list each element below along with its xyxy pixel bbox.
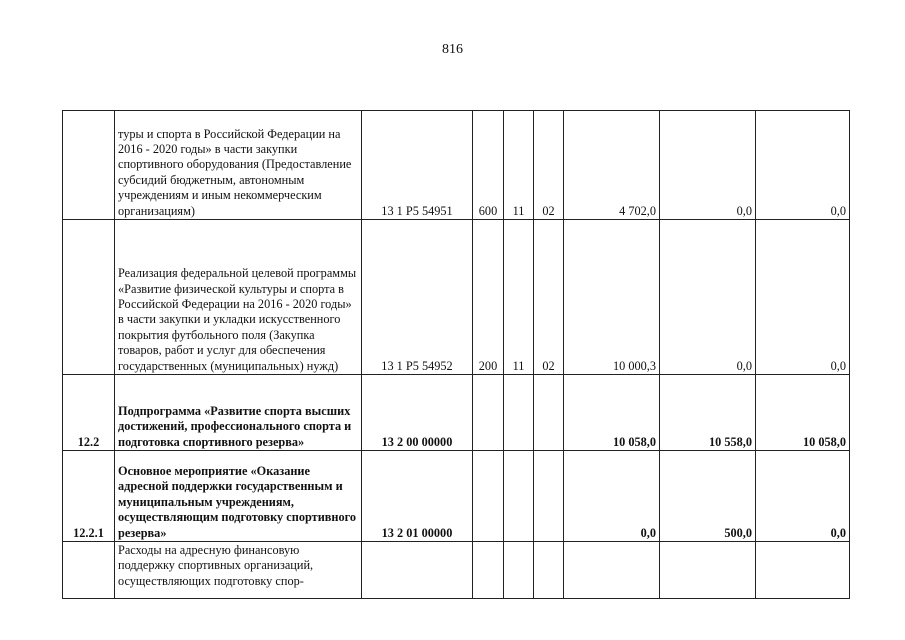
table-row-subprogram: [63, 375, 850, 451]
amount-year3: [756, 542, 850, 599]
expense-type: [473, 375, 504, 451]
row-name-text: Подпрограмма «Развитие спорта высших достижений, профессионального спорта и подготовка спортивного резерва»: [118, 403, 352, 449]
page-number: 816: [442, 42, 463, 57]
expense-type: 600: [473, 111, 504, 220]
target-article-code: 13 1 P5 54952: [362, 220, 473, 375]
amount-year2: 500,0: [660, 451, 756, 542]
row-name: [115, 451, 362, 542]
row-name-text: Основное мероприятие «Оказание адресной поддержки государственным и муниципальным учреждениям, осуществляющим подготовку спортивного резерва»: [118, 463, 357, 540]
amount-year3: 10 058,0: [756, 375, 850, 451]
budget-table: [62, 110, 850, 599]
table-row: [63, 542, 850, 599]
row-number: 12.2.1: [63, 451, 115, 542]
amount-year2: 0,0: [660, 220, 756, 375]
row-number: [63, 542, 115, 599]
amount-year2: 10 558,0: [660, 375, 756, 451]
amount-year3: 0,0: [756, 451, 850, 542]
target-article-code: [362, 542, 473, 599]
amount-year3: 0,0: [756, 111, 850, 220]
target-article-code: 13 2 01 00000: [362, 451, 473, 542]
row-name: [115, 111, 362, 220]
amount-year1: 10 058,0: [564, 375, 660, 451]
subsection-code: [534, 375, 564, 451]
expense-type: 200: [473, 220, 504, 375]
row-name-text: Расходы на адресную финансовую поддержку спортивных организаций, осуществляющих подготовку спор-: [118, 543, 314, 588]
row-name: [115, 542, 362, 599]
subsection-code: [534, 542, 564, 599]
amount-year2: [660, 542, 756, 599]
row-name-text: Реализация федеральной целевой программы «Развитие физической культуры и спорта в Российской Федерации на 2016 - 2020 годы» в части закупки и укладки искусственного покрытия футбольного поля (Закупка товаров, работ и услуг для обеспечения государственных (муниципальных) нужд): [118, 266, 357, 373]
expense-type: [473, 451, 504, 542]
section-code: [504, 542, 534, 599]
target-article-code: 13 1 P5 54951: [362, 111, 473, 220]
subsection-code: [534, 451, 564, 542]
section-code: [504, 375, 534, 451]
expense-type: [473, 542, 504, 599]
amount-year1: 10 000,3: [564, 220, 660, 375]
table-row-main-activity: [63, 451, 850, 542]
amount-year3: 0,0: [756, 220, 850, 375]
subsection-code: 02: [534, 220, 564, 375]
target-article-code: 13 2 00 00000: [362, 375, 473, 451]
amount-year1: 0,0: [564, 451, 660, 542]
section-code: 11: [504, 220, 534, 375]
section-code: [504, 451, 534, 542]
subsection-code: 02: [534, 111, 564, 220]
amount-year1: [564, 542, 660, 599]
amount-year1: 4 702,0: [564, 111, 660, 220]
row-name: [115, 220, 362, 375]
table-row: [63, 111, 850, 220]
section-code: 11: [504, 111, 534, 220]
row-number: [63, 111, 115, 220]
row-name: [115, 375, 362, 451]
table-row: [63, 220, 850, 375]
row-name-text: туры и спорта в Российской Федерации на 2016 - 2020 годы» в части закупки спортивного оборудования (Предоставление субсидий бюджетным, автономным учреждениям и иным некоммерческим организациям): [118, 126, 352, 218]
row-number: 12.2: [63, 375, 115, 451]
row-number: [63, 220, 115, 375]
amount-year2: 0,0: [660, 111, 756, 220]
